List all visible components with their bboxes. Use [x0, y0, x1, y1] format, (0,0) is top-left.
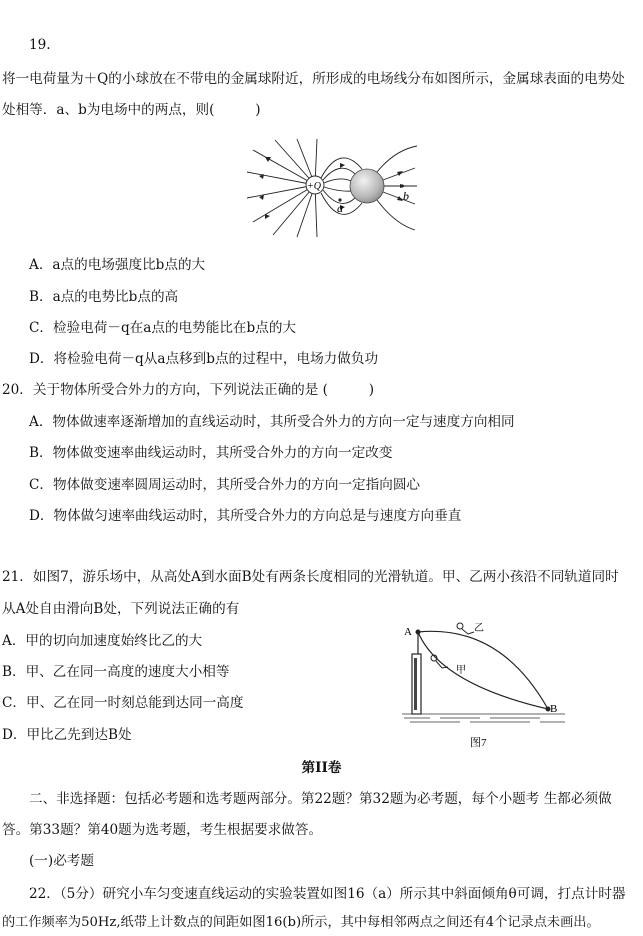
q21-stem-line2: 从A处自由滑向B处，下列说法正确的有 [2, 601, 240, 617]
q19-point-a-label: a [337, 201, 343, 215]
q22-line2: 的工作频率为50Hz,纸带上计数点的间距如图16(b)所示，其中每相邻两点之间还有4个记录点未画出。 [2, 915, 600, 930]
q19-charge-label: +Q [307, 181, 321, 192]
q21-point-A-label: A [404, 626, 412, 638]
q22-line1: 22．（5分）研究小车匀变速直线运动的实验装置如图16（a）所示其中斜面倾角θ可调，打点计时器 [29, 886, 626, 902]
q21-child-jia-label: 甲 [456, 665, 466, 676]
q19-stem-line2: 处相等．a、b为电场中的两点，则( ) [2, 102, 261, 118]
q19-option-d: D．将检验电荷－q从a点移到b点的过程中，电场力做负功 [29, 351, 379, 367]
q21-child-yi-label: 乙 [474, 623, 484, 634]
section2-required-heading: (一)必考题 [29, 853, 94, 869]
q19-option-b: B．a点的电势比b点的高 [29, 289, 179, 305]
q19-option-c: C．检验电荷－q在a点的电势能比在b点的大 [29, 320, 297, 336]
q21-option-c: C．甲、乙在同一时刻总能到达同一高度 [2, 695, 244, 711]
q19-field-figure [245, 138, 420, 238]
q20-option-c: C．物体做变速率圆周运动时，其所受合外力的方向一定指向圆心 [29, 477, 421, 493]
q20-option-b: B．物体做变速率曲线运动时，其所受合外力的方向一定改变 [29, 445, 393, 461]
q21-point-B-label: B [550, 703, 558, 715]
q20-option-d: D．物体做匀速率曲线运动时，其所受合外力的方向总是与速度方向垂直 [29, 508, 462, 524]
q21-stem-line1: 21．如图7，游乐场中，从高处A到水面B处有两条长度相同的光滑轨道。甲、乙两小孩沿不同轨道同时 [2, 569, 619, 585]
q21-slide-figure [400, 614, 575, 754]
q21-option-d: D．甲比乙先到达B处 [2, 727, 132, 743]
q21-option-b: B．甲、乙在同一高度的速度大小相等 [2, 664, 230, 680]
section2-intro-line2: 答。第33题？第40题为选考题，考生根据要求做答。 [2, 822, 323, 838]
q21-option-a: A．甲的切向加速度始终比乙的大 [2, 633, 203, 649]
q19-number: 19. [29, 37, 51, 53]
section2-intro-line1: 二、非选择题：包括必考题和选考题两部分。第22题？第32题为必考题，每个小题考 生都必须做 [29, 791, 612, 807]
section2-title: 第II卷 [301, 760, 342, 776]
q19-option-a: A．a点的电场强度比b点的大 [29, 257, 206, 273]
q19-point-b-label: b [403, 189, 409, 203]
q21-figure-caption: 图7 [470, 737, 487, 749]
metal-sphere [350, 169, 384, 203]
q20-option-a: A．物体做速率逐渐增加的直线运动时，其所受合外力的方向一定与速度方向相同 [29, 414, 515, 430]
q19-stem-line1: 将一电荷量为＋Q的小球放在不带电的金属球附近，所形成的电场线分布如图所示，金属球表面的电势处 [2, 71, 625, 87]
q20-stem: 20．关于物体所受合外力的方向，下列说法正确的是 ( ) [2, 382, 375, 398]
